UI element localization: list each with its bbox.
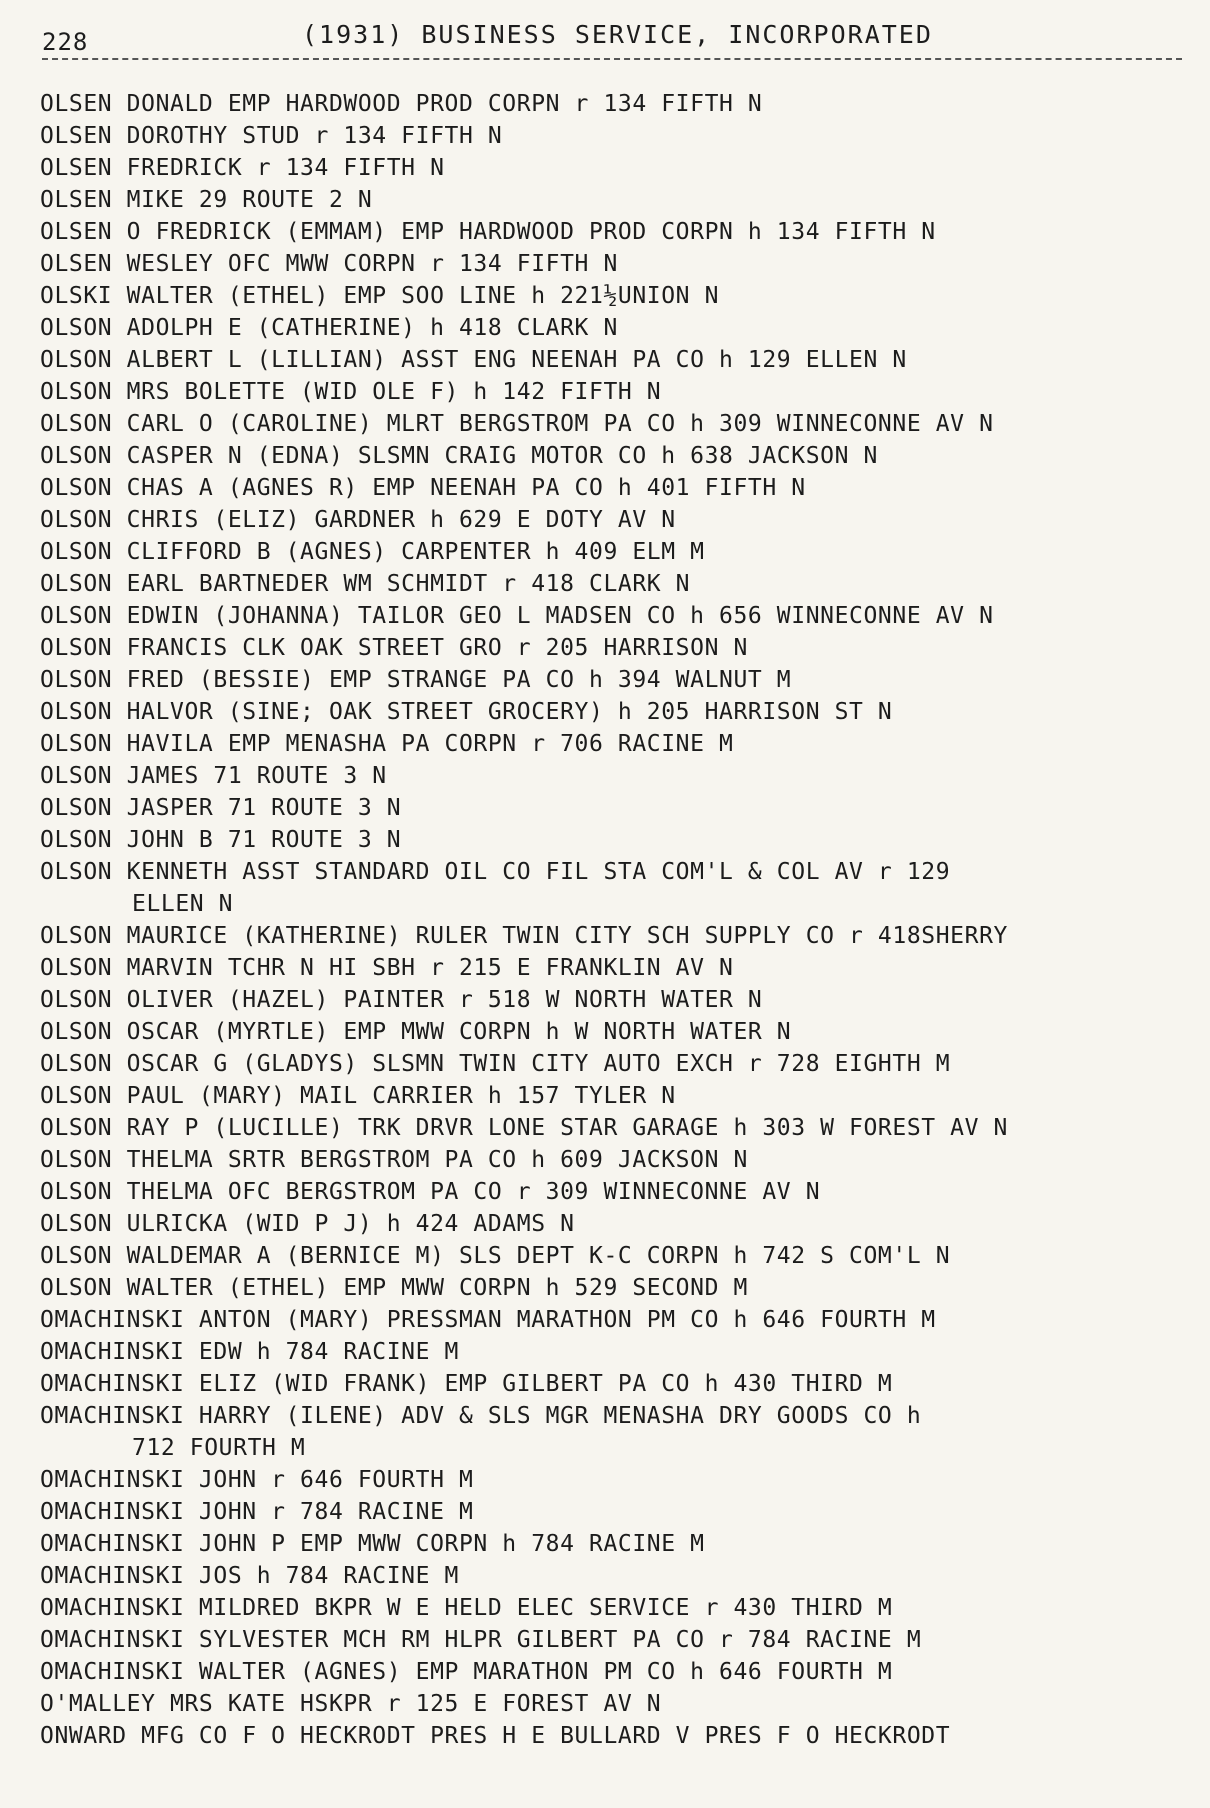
directory-entry	[40, 536, 1190, 568]
entry-text: OMACHINSKI JOS h 784 RACINE M	[40, 1563, 459, 1589]
entry-text: OMACHINSKI JOHN P EMP MWW CORPN h 784 RACINE M	[40, 1531, 705, 1557]
directory-entry	[40, 1144, 1190, 1176]
directory-entry	[40, 312, 1190, 344]
entry-text: OMACHINSKI HARRY (ILENE) ADV & SLS MGR MENASHA DRY GOODS CO h	[40, 1403, 922, 1429]
entry-text: OLSON KENNETH ASST STANDARD OIL CO FIL STA COM'L & COL AV r 129	[40, 859, 951, 885]
entry-text: OLSEN DOROTHY STUD r 134 FIFTH N	[40, 123, 503, 149]
entry-text: OLSON EDWIN (JOHANNA) TAILOR GEO L MADSEN CO h 656 WINNECONNE AV N	[40, 603, 994, 629]
entry-text: OMACHINSKI JOHN r 646 FOURTH M	[40, 1467, 474, 1493]
directory-entry	[40, 248, 1190, 280]
directory-entry	[40, 1656, 1190, 1688]
entry-text: ONWARD MFG CO F O HECKRODT PRES H E BULLARD V PRES F O HECKRODT	[40, 1723, 951, 1749]
entry-text: OLSON JASPER 71 ROUTE 3 N	[40, 795, 402, 821]
directory-entry	[40, 920, 1190, 952]
entry-text: OMACHINSKI MILDRED BKPR W E HELD ELEC SERVICE r 430 THIRD M	[40, 1595, 893, 1621]
entry-text: OLSON CHAS A (AGNES R) EMP NEENAH PA CO h 401 FIFTH N	[40, 475, 806, 501]
entry-text: OMACHINSKI WALTER (AGNES) EMP MARATHON PM CO h 646 FOURTH M	[40, 1659, 893, 1685]
directory-entry	[40, 1016, 1190, 1048]
directory-entry	[40, 1112, 1190, 1144]
directory-entry	[40, 1528, 1190, 1560]
entry-text: OLSON CASPER N (EDNA) SLSMN CRAIG MOTOR CO h 638 JACKSON N	[40, 443, 878, 469]
entry-text: OLSON CARL O (CAROLINE) MLRT BERGSTROM PA CO h 309 WINNECONNE AV N	[40, 411, 994, 437]
directory-entry	[40, 1080, 1190, 1112]
entry-text: OLSON WALDEMAR A (BERNICE M) SLS DEPT K-C CORPN h 742 S COM'L N	[40, 1243, 951, 1269]
entry-text: OLSON ADOLPH E (CATHERINE) h 418 CLARK N	[40, 315, 618, 341]
entry-text: OMACHINSKI ELIZ (WID FRANK) EMP GILBERT PA CO h 430 THIRD M	[40, 1371, 893, 1397]
entry-text: OLSON JAMES 71 ROUTE 3 N	[40, 763, 387, 789]
entry-continuation: ELLEN N	[132, 891, 234, 917]
directory-entry	[40, 1304, 1190, 1336]
directory-entry	[40, 984, 1190, 1016]
entry-text: OLSEN MIKE 29 ROUTE 2 N	[40, 187, 373, 213]
directory-entry	[40, 568, 1190, 600]
directory-entry	[40, 1368, 1190, 1400]
directory-entry	[40, 1720, 1190, 1752]
directory-entry	[40, 792, 1190, 824]
entry-text: OLSON THELMA SRTR BERGSTROM PA CO h 609 JACKSON N	[40, 1147, 748, 1173]
entry-text: OLSON OLIVER (HAZEL) PAINTER r 518 W NORTH WATER N	[40, 987, 763, 1013]
directory-entry	[40, 1048, 1190, 1080]
entry-text: OLSON CLIFFORD B (AGNES) CARPENTER h 409 ELM M	[40, 539, 705, 565]
entry-continuation: 712 FOURTH M	[132, 1435, 306, 1461]
directory-entry	[40, 88, 1190, 120]
entry-text: OLSON EARL BARTNEDER WM SCHMIDT r 418 CLARK N	[40, 571, 691, 597]
directory-entry	[40, 1400, 1190, 1464]
entry-text: OLSON MRS BOLETTE (WID OLE F) h 142 FIFTH N	[40, 379, 662, 405]
entry-text: OLSON OSCAR (MYRTLE) EMP MWW CORPN h W NORTH WATER N	[40, 1019, 792, 1045]
directory-entry	[40, 504, 1190, 536]
entry-text: OLSON ULRICKA (WID P J) h 424 ADAMS N	[40, 1211, 575, 1237]
entry-text: OLSON PAUL (MARY) MAIL CARRIER h 157 TYLER N	[40, 1083, 676, 1109]
directory-entry	[40, 1240, 1190, 1272]
page-number: 228	[42, 28, 89, 56]
entry-text: OLSEN WESLEY OFC MWW CORPN r 134 FIFTH N	[40, 251, 618, 277]
directory-entry	[40, 728, 1190, 760]
entry-text: OLSKI WALTER (ETHEL) EMP SOO LINE h 221½UNION N	[40, 283, 720, 309]
directory-entry	[40, 1464, 1190, 1496]
entry-text: OLSON ALBERT L (LILLIAN) ASST ENG NEENAH PA CO h 129 ELLEN N	[40, 347, 907, 373]
directory-entry	[40, 344, 1190, 376]
directory-entry	[40, 856, 1190, 920]
entry-text: OLSON FRANCIS CLK OAK STREET GRO r 205 HARRISON N	[40, 635, 748, 661]
entry-text: OMACHINSKI JOHN r 784 RACINE M	[40, 1499, 474, 1525]
entry-text: OLSEN O FREDRICK (EMMAM) EMP HARDWOOD PROD CORPN h 134 FIFTH N	[40, 219, 936, 245]
entry-text: OLSON HALVOR (SINE; OAK STREET GROCERY) h 205 HARRISON ST N	[40, 699, 893, 725]
directory-entry	[40, 184, 1190, 216]
directory-entry	[40, 1624, 1190, 1656]
page-header	[42, 16, 1182, 56]
directory-entry	[40, 376, 1190, 408]
page-title: (1931) BUSINESS SERVICE, INCORPORATED	[302, 20, 933, 49]
directory-entry	[40, 472, 1190, 504]
entry-text: OLSON THELMA OFC BERGSTROM PA CO r 309 WINNECONNE AV N	[40, 1179, 821, 1205]
directory-entry	[40, 952, 1190, 984]
directory-entry	[40, 1688, 1190, 1720]
directory-entry	[40, 152, 1190, 184]
entry-text: O'MALLEY MRS KATE HSKPR r 125 E FOREST AV N	[40, 1691, 662, 1717]
entry-text: OLSON FRED (BESSIE) EMP STRANGE PA CO h 394 WALNUT M	[40, 667, 792, 693]
directory-entry	[40, 760, 1190, 792]
entry-text: OLSEN DONALD EMP HARDWOOD PROD CORPN r 134 FIFTH N	[40, 91, 763, 117]
directory-entry	[40, 280, 1190, 312]
directory-entry	[40, 1272, 1190, 1304]
directory-entry	[40, 1336, 1190, 1368]
directory-entry	[40, 632, 1190, 664]
directory-entry	[40, 1560, 1190, 1592]
entry-text: OLSON CHRIS (ELIZ) GARDNER h 629 E DOTY AV N	[40, 507, 676, 533]
entry-text: OLSON MAURICE (KATHERINE) RULER TWIN CITY SCH SUPPLY CO r 418SHERRY	[40, 923, 1008, 949]
entry-text: OMACHINSKI ANTON (MARY) PRESSMAN MARATHON PM CO h 646 FOURTH M	[40, 1307, 936, 1333]
entry-text: OLSON RAY P (LUCILLE) TRK DRVR LONE STAR GARAGE h 303 W FOREST AV N	[40, 1115, 1008, 1141]
entry-text: OMACHINSKI SYLVESTER MCH RM HLPR GILBERT PA CO r 784 RACINE M	[40, 1627, 922, 1653]
directory-entry	[40, 696, 1190, 728]
entry-text: OLSON MARVIN TCHR N HI SBH r 215 E FRANKLIN AV N	[40, 955, 734, 981]
directory-entry	[40, 1176, 1190, 1208]
directory-entry	[40, 440, 1190, 472]
entry-text: OLSEN FREDRICK r 134 FIFTH N	[40, 155, 445, 181]
directory-entry	[40, 1208, 1190, 1240]
directory-entry	[40, 120, 1190, 152]
entry-text: OLSON HAVILA EMP MENASHA PA CORPN r 706 RACINE M	[40, 731, 734, 757]
directory-listing	[40, 88, 1190, 1752]
directory-entry	[40, 1592, 1190, 1624]
entry-text: OLSON WALTER (ETHEL) EMP MWW CORPN h 529 SECOND M	[40, 1275, 748, 1301]
directory-entry	[40, 600, 1190, 632]
directory-entry	[40, 664, 1190, 696]
entry-text: OMACHINSKI EDW h 784 RACINE M	[40, 1339, 459, 1365]
entry-text: OLSON JOHN B 71 ROUTE 3 N	[40, 827, 402, 853]
directory-entry	[40, 824, 1190, 856]
entry-text: OLSON OSCAR G (GLADYS) SLSMN TWIN CITY AUTO EXCH r 728 EIGHTH M	[40, 1051, 951, 1077]
directory-entry	[40, 1496, 1190, 1528]
header-rule	[42, 58, 1182, 60]
directory-entry	[40, 216, 1190, 248]
directory-entry	[40, 408, 1190, 440]
